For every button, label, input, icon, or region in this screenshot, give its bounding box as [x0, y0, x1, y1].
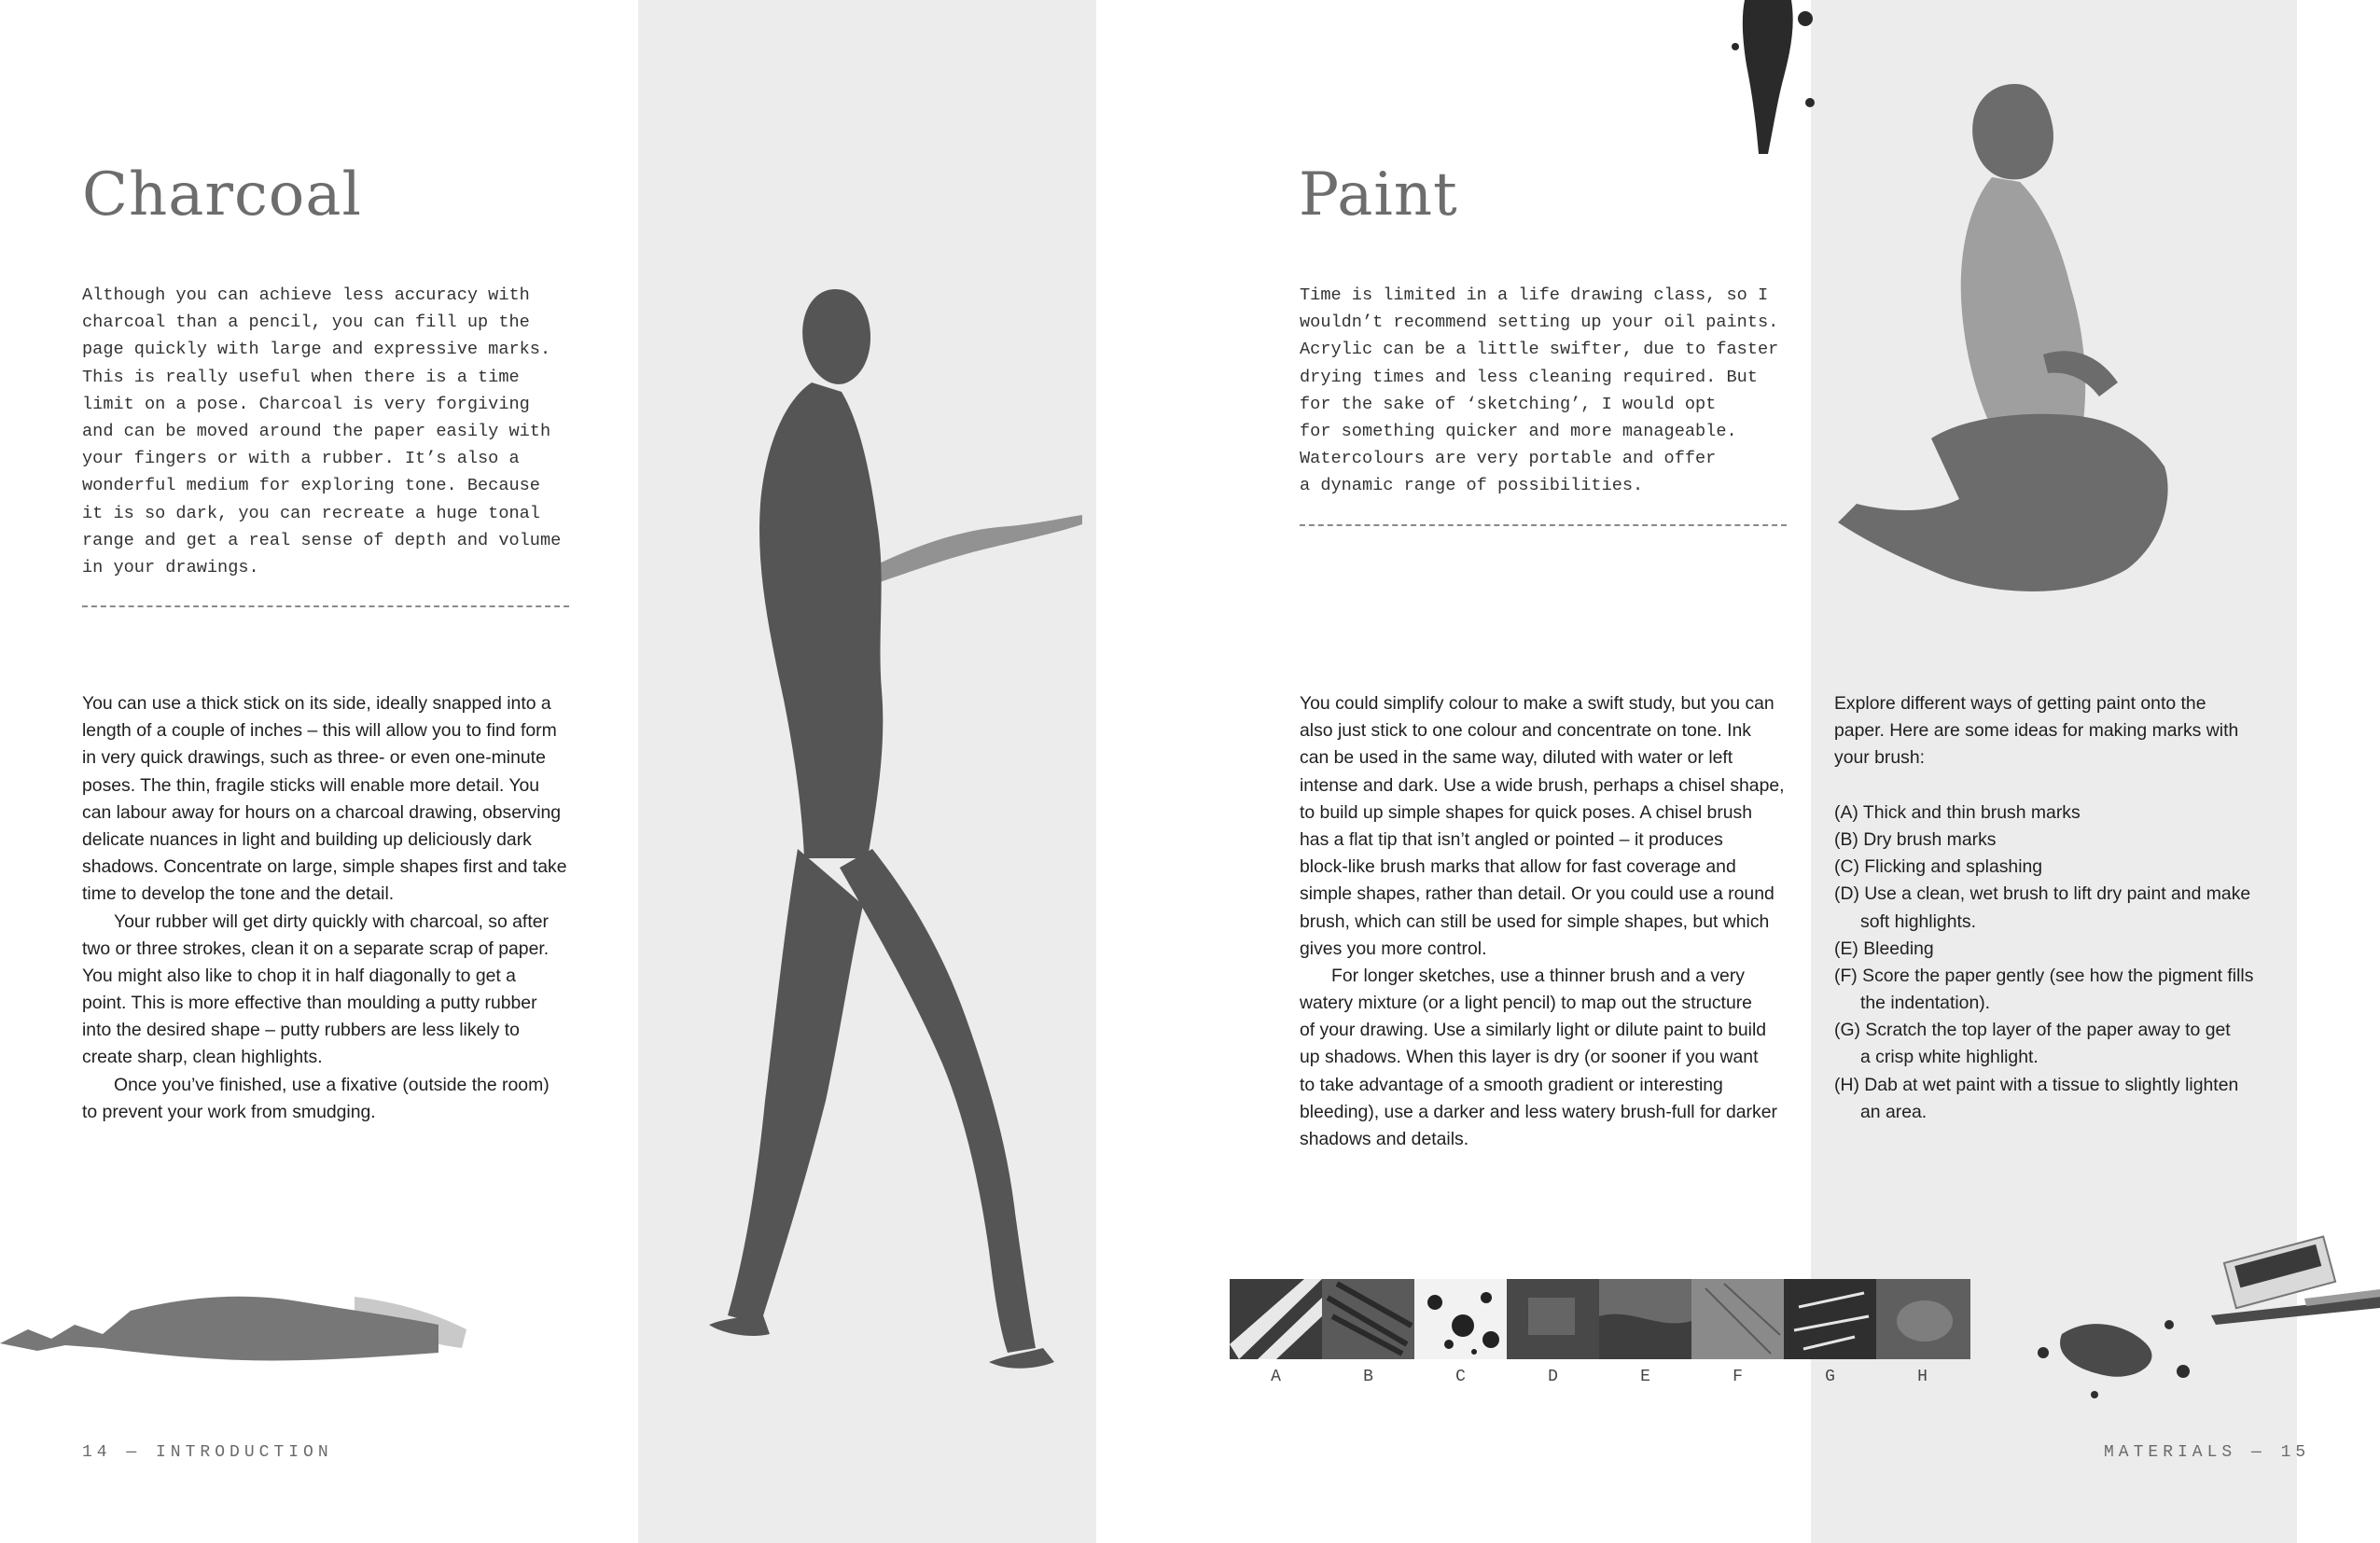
body-line: shadows. Concentrate on large, simple shapes first and take: [82, 856, 567, 878]
body-line: You can use a thick stick on its side, ideally snapped into a: [82, 693, 551, 714]
body-line: For longer sketches, use a thinner brush and a very: [1331, 965, 1745, 986]
body-line: block-like brush marks that allow for fast coverage and: [1300, 856, 1736, 878]
intro-line: drying times and less cleaning required. But: [1300, 367, 1758, 387]
body-line: delicate nuances in light and building up deliciously dark: [82, 828, 532, 850]
body-line: to prevent your work from smudging.: [82, 1101, 376, 1122]
list-item: (C) Flicking and splashing: [1834, 856, 2043, 878]
watercolour-figure-painting: [1819, 75, 2286, 672]
list-item: (B) Dry brush marks: [1834, 828, 1997, 850]
body-line: length of a couple of inches – this will allow you to find form: [82, 720, 557, 742]
body-line: Once you’ve finished, use a fixative (outside the room): [114, 1074, 550, 1095]
intro-line: range and get a real sense of depth and volume: [82, 530, 562, 550]
intro-line: limit on a pose. Charcoal is very forgiving: [82, 394, 530, 414]
intro-line: This is really useful when there is a time: [82, 367, 520, 387]
body-line: into the desired shape – putty rubbers are less likely to: [82, 1020, 520, 1041]
body-line: shadows and details.: [1300, 1129, 1469, 1149]
list-spacer: [1834, 772, 2253, 799]
body-line: to build up simple shapes for quick poses. A chisel brush: [1300, 801, 1753, 823]
list-item: (A) Thick and thin brush marks: [1834, 801, 2081, 823]
charcoal-intro-text: [82, 282, 561, 581]
body-line: You might also like to chop it in half diagonally to get a: [82, 965, 516, 986]
swatch-label: B: [1363, 1368, 1373, 1386]
intro-line: in your drawings.: [82, 557, 259, 577]
list-intro-line: your brush:: [1834, 747, 1926, 769]
list-intro-line: paper. Here are some ideas for making marks with: [1834, 720, 2239, 742]
paint-heading: Paint: [1299, 160, 1458, 229]
charcoal-body-text: [82, 690, 567, 1126]
swatch-label: G: [1825, 1368, 1835, 1386]
body-line: can be used in the same way, diluted with water or left: [1300, 747, 1733, 769]
body-line: poses. The thin, fragile sticks will enable more detail. You: [82, 774, 540, 796]
swatch-f: [1691, 1279, 1784, 1359]
body-line: intense and dark. Use a wide brush, perhaps a chisel shape,: [1300, 774, 1785, 796]
list-item: soft highlights.: [1860, 911, 1976, 932]
intro-line: your fingers or with a rubber. It’s also a: [82, 449, 520, 469]
list-item: (G) Scratch the top layer of the paper away to get: [1834, 1020, 2231, 1041]
paint-body-text: [1300, 690, 1785, 1153]
ink-splash-top: [1717, 0, 1829, 168]
intro-line: Watercolours are very portable and offer: [1300, 449, 1717, 469]
intro-line: Time is limited in a life drawing class, so I: [1300, 285, 1769, 305]
list-item: a crisp white highlight.: [1860, 1047, 2039, 1068]
paint-intro-text: [1300, 282, 1778, 500]
paint-tin-and-brush: [2006, 1222, 2380, 1409]
body-line: also just stick to one colour and concentrate on tone. Ink: [1300, 720, 1751, 742]
list-item: the indentation).: [1860, 993, 1991, 1014]
intro-line: wouldn’t recommend setting up your oil paints.: [1300, 313, 1779, 333]
body-line: watery mixture (or a light pencil) to map out the structure: [1300, 993, 1752, 1014]
swatch-label: C: [1455, 1368, 1466, 1386]
list-item: an area.: [1860, 1101, 1928, 1122]
left-page-folio: 14 — INTRODUCTION: [82, 1443, 333, 1462]
brush-marks-list: [1834, 690, 2253, 1126]
intro-line: Although you can achieve less accuracy with: [82, 285, 530, 305]
charcoal-divider: [82, 605, 569, 607]
right-page-folio: MATERIALS — 15: [2104, 1443, 2311, 1462]
list-item: (E) Bleeding: [1834, 938, 1934, 959]
swatch-label: D: [1548, 1368, 1558, 1386]
swatch-g: [1784, 1279, 1876, 1359]
intro-line: charcoal than a pencil, you can fill up the: [82, 313, 530, 333]
body-line: brush, which can still be used for simple shapes, but which: [1300, 911, 1770, 932]
intro-line: wonderful medium for exploring tone. Because: [82, 476, 540, 496]
swatch-label: E: [1640, 1368, 1650, 1386]
body-line: time to develop the tone and the detail.: [82, 883, 395, 905]
body-line: You could simplify colour to make a swift study, but you can: [1300, 693, 1775, 714]
body-line: to take advantage of a smooth gradient or interesting: [1300, 1074, 1723, 1095]
intro-line: for something quicker and more manageable.: [1300, 421, 1737, 441]
charcoal-figure-drawing: [597, 261, 1204, 1474]
swatch-label: F: [1733, 1368, 1743, 1386]
body-line: has a flat tip that isn’t angled or pointed – it produces: [1300, 828, 1723, 850]
body-line: point. This is more effective than moulding a putty rubber: [82, 993, 537, 1014]
body-line: of your drawing. Use a similarly light or dilute paint to build: [1300, 1020, 1767, 1041]
list-item: (D) Use a clean, wet brush to lift dry paint and make: [1834, 883, 2251, 905]
intro-line: and can be moved around the paper easily with: [82, 421, 551, 441]
intro-line: it is so dark, you can recreate a huge tonal: [82, 503, 540, 523]
intro-line: a dynamic range of possibilities.: [1300, 476, 1644, 496]
intro-line: for the sake of ‘sketching’, I would opt: [1300, 394, 1717, 414]
list-item: (F) Score the paper gently (see how the pigment fills: [1834, 965, 2254, 986]
body-line: gives you more control.: [1300, 938, 1487, 959]
intro-line: Acrylic can be a little swifter, due to faster: [1300, 340, 1779, 360]
charcoal-stroke-sample: [0, 1259, 485, 1381]
list-intro-line: Explore different ways of getting paint onto the: [1834, 693, 2206, 714]
charcoal-heading: Charcoal: [82, 160, 362, 229]
swatch-labels: [1230, 1368, 1970, 1390]
body-line: in very quick drawings, such as three- or even one-minute: [82, 747, 546, 769]
paint-divider: [1300, 524, 1787, 526]
body-line: simple shapes, rather than detail. Or you could use a round: [1300, 883, 1775, 905]
swatch-label: A: [1271, 1368, 1281, 1386]
body-line: can labour away for hours on a charcoal drawing, observing: [82, 801, 562, 823]
intro-line: page quickly with large and expressive marks.: [82, 340, 551, 360]
body-line: Your rubber will get dirty quickly with charcoal, so after: [114, 911, 549, 932]
body-line: bleeding), use a darker and less watery brush-full for darker: [1300, 1101, 1777, 1122]
swatch-label: H: [1917, 1368, 1928, 1386]
body-line: up shadows. When this layer is dry (or sooner if you want: [1300, 1047, 1759, 1068]
brush-mark-swatches: [1230, 1279, 1970, 1359]
body-line: two or three strokes, clean it on a separate scrap of paper.: [82, 938, 550, 959]
body-line: create sharp, clean highlights.: [82, 1047, 323, 1068]
list-item: (H) Dab at wet paint with a tissue to slightly lighten: [1834, 1074, 2239, 1095]
